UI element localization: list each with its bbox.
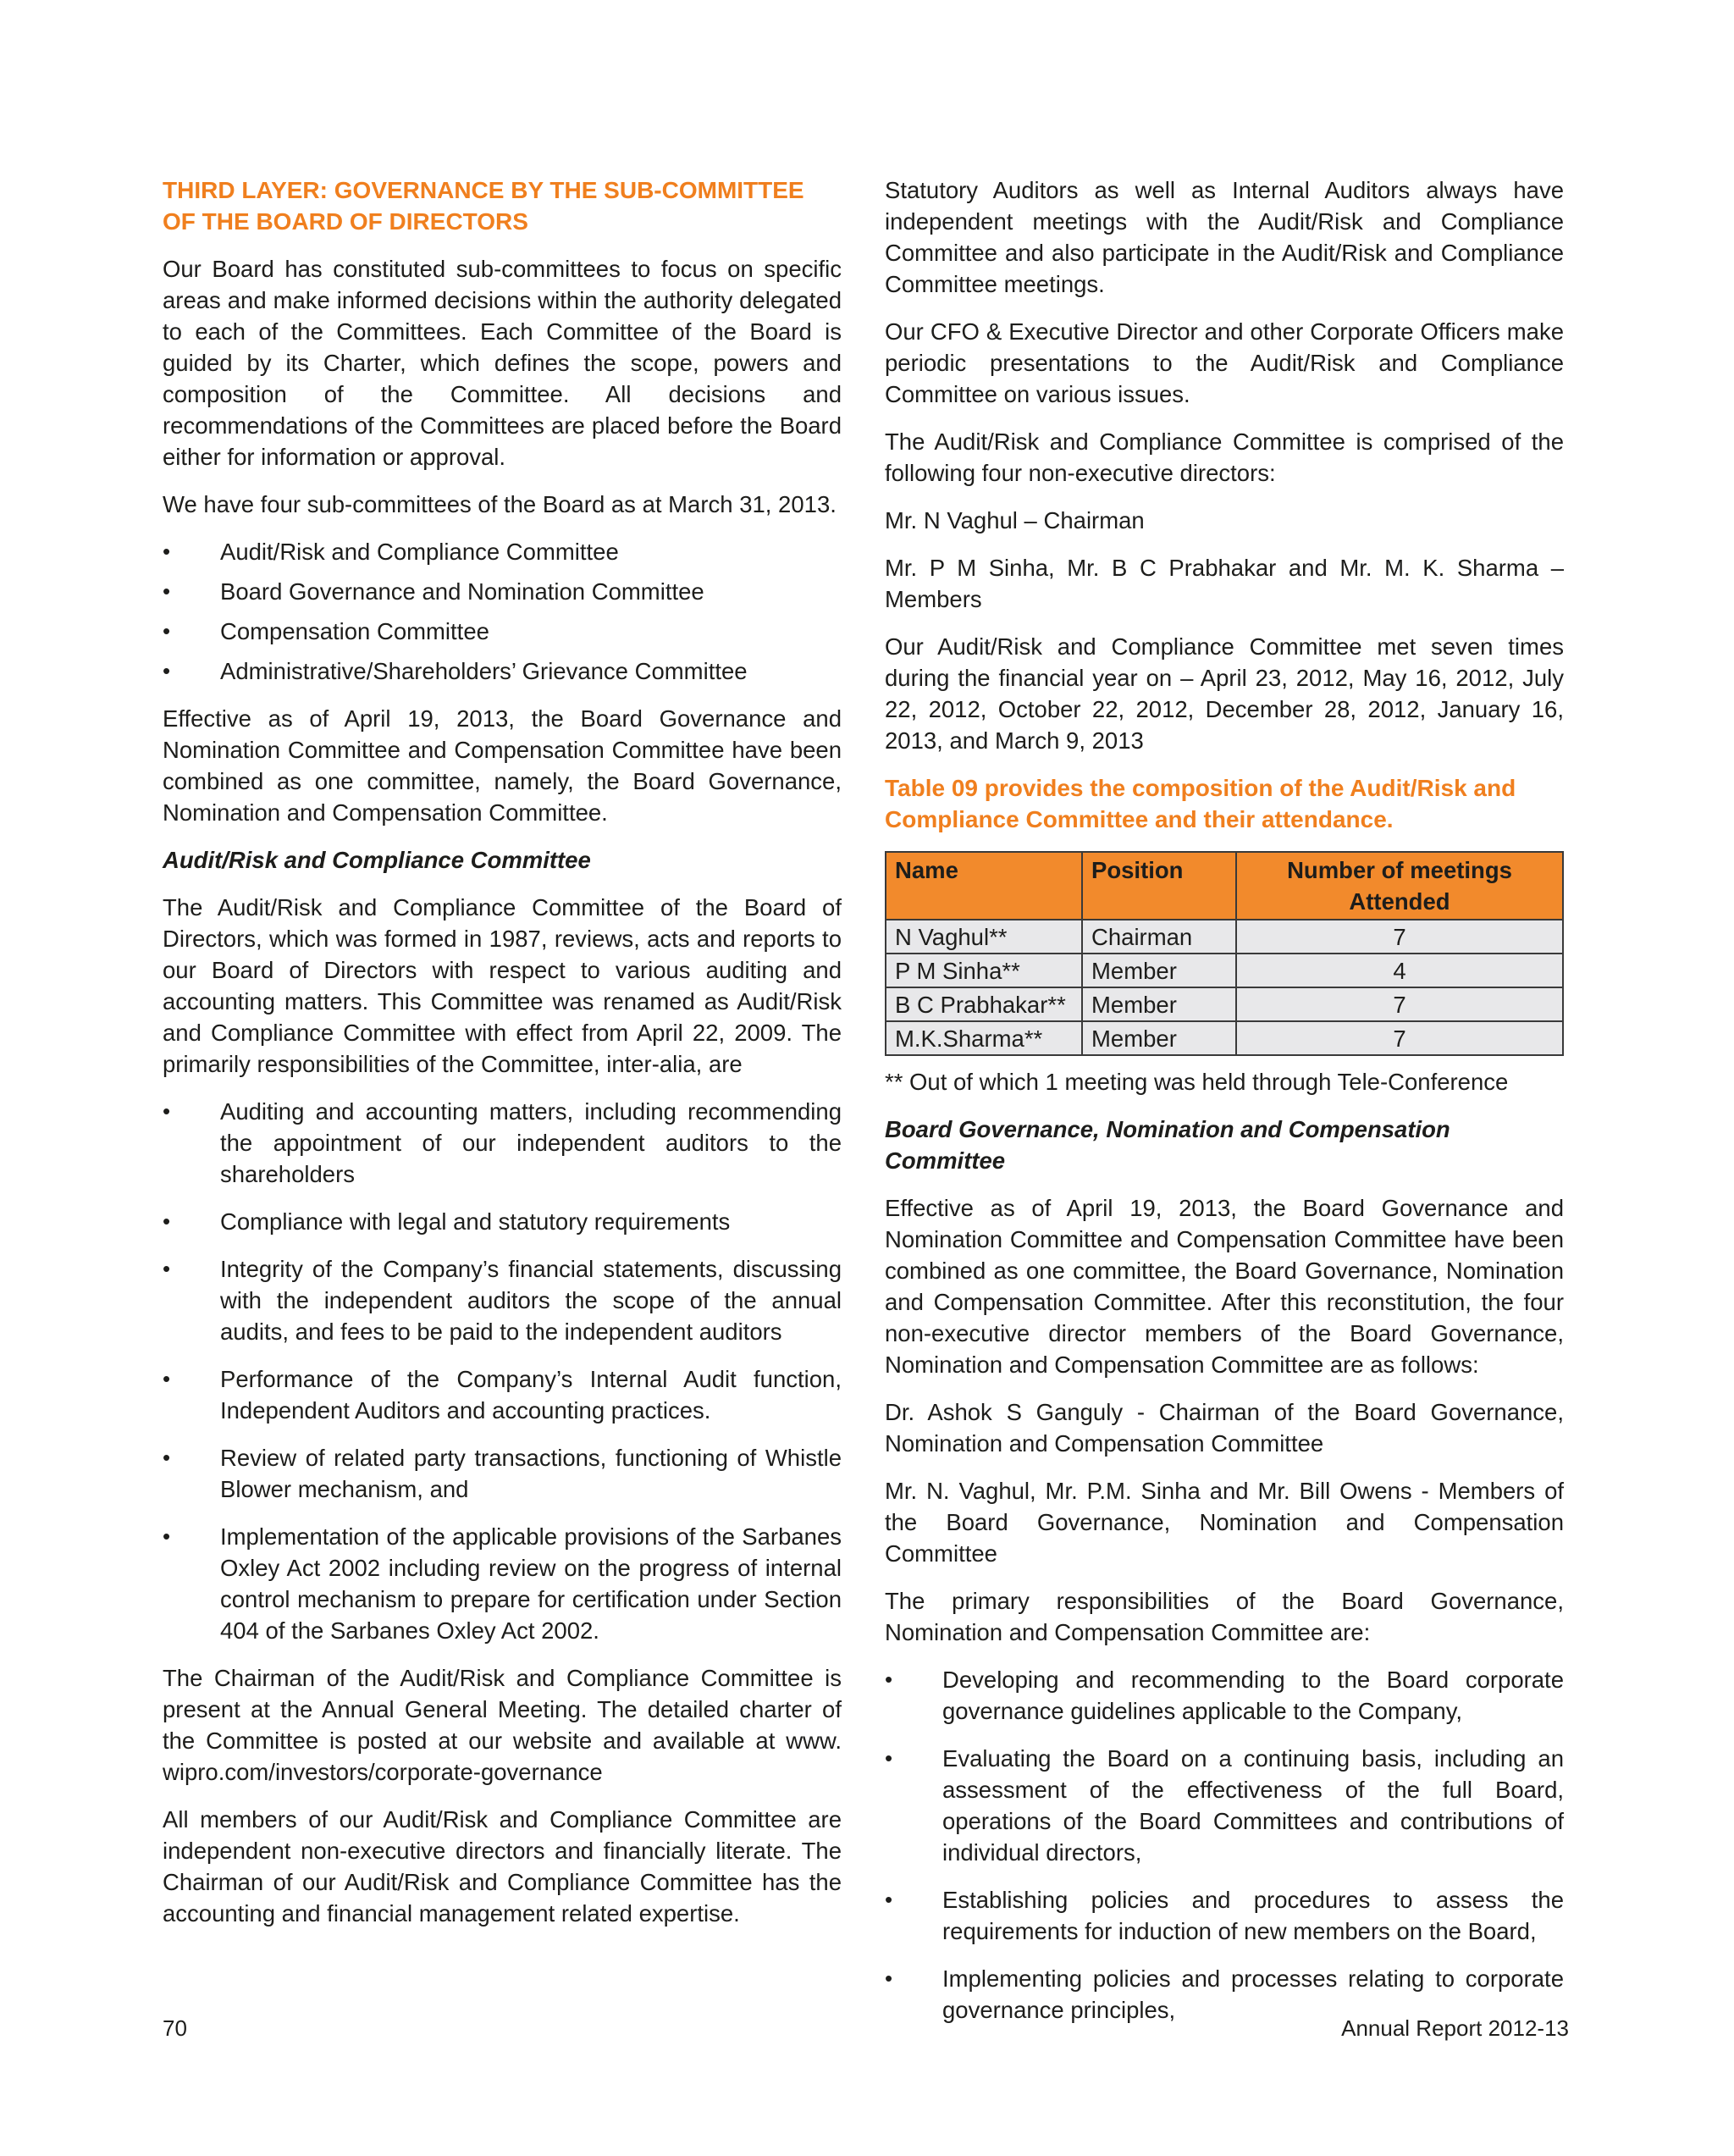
table-cell: Member bbox=[1082, 954, 1236, 987]
table-row bbox=[886, 954, 1563, 987]
table-cell: M.K.Sharma** bbox=[886, 1021, 1082, 1055]
report-title: Annual Report 2012-13 bbox=[1341, 2015, 1569, 2041]
paragraph: Effective as of April 19, 2013, the Board Governance and Nomination Committee and Compensation Committee have been combined as one committee, the Board Governance, Nomination and Compensation Committee. After this reconstitution, the four non-executive director members of the Board Governance, Nomination and Compensation Committee are as follows: bbox=[885, 1195, 1564, 1378]
paragraph: We have four sub-committees of the Board as at March 31, 2013. bbox=[163, 491, 837, 517]
list-item: • Establishing policies and procedures to assess the requirements for induction of new members on the Board, bbox=[885, 1884, 1564, 1947]
list-item: • Compensation Committee bbox=[163, 616, 842, 647]
paragraph: Our Audit/Risk and Compliance Committee met seven times during the financial year on – April 23, 2012, May 16, 2012, July 22, 2012, October 22, 2012, December 28, 2012, January 16, 2013, and March 9, 2013 bbox=[885, 633, 1564, 754]
paragraph: Mr. P M Sinha, Mr. B C Prabhakar and Mr. M. K. Sharma – Members bbox=[885, 555, 1564, 612]
table-header-cell: Position bbox=[1082, 852, 1236, 920]
subsection-heading: Audit/Risk and Compliance Committee bbox=[163, 847, 591, 873]
paragraph: Mr. N Vaghul – Chairman bbox=[885, 507, 1145, 533]
list-item: • Implementing policies and processes relating to corporate governance principles, bbox=[885, 1963, 1564, 2026]
table-cell: B C Prabhakar** bbox=[886, 987, 1082, 1021]
subsection-heading: Board Governance, Nomination and Compensation Committee bbox=[885, 1116, 1450, 1174]
attendance-table bbox=[885, 851, 1564, 1056]
table-header-cell: Name bbox=[886, 852, 1082, 920]
left-column bbox=[163, 174, 842, 1945]
paragraph: Mr. N. Vaghul, Mr. P.M. Sinha and Mr. Bill Owens - Members of the Board Governance, Nomination and Compensation Committee bbox=[885, 1478, 1564, 1567]
section-heading: THIRD LAYER: GOVERNANCE BY THE SUB-COMMITTEE OF THE BOARD OF DIRECTORS bbox=[163, 177, 804, 235]
paragraph: Our Board has constituted sub-committees to focus on specific areas and make informed decisions within the authority delegated to each of the Committees. Each Committee of the Board is guided by its Charter, which defines the scope, powers and composition of the Committee. All decisions and recommendations of the Committees are placed before the Board either for information or approval. bbox=[163, 256, 842, 470]
paragraph: The Audit/Risk and Compliance Committee is comprised of the following four non-executive directors: bbox=[885, 428, 1564, 486]
table-cell: Chairman bbox=[1082, 920, 1236, 954]
table-row bbox=[886, 1021, 1563, 1055]
list-item: • Developing and recommending to the Board corporate governance guidelines applicable to the Company, bbox=[885, 1664, 1564, 1727]
list-item: • Performance of the Company’s Internal Audit function, Independent Auditors and accounting practices. bbox=[163, 1363, 842, 1426]
list-item: • Review of related party transactions, functioning of Whistle Blower mechanism, and bbox=[163, 1442, 842, 1505]
paragraph: Our CFO & Executive Director and other Corporate Officers make periodic presentations to the Audit/Risk and Compliance Committee on various issues. bbox=[885, 318, 1564, 407]
list-item: • Auditing and accounting matters, including recommending the appointment of our independent auditors to the shareholders bbox=[163, 1096, 842, 1190]
paragraph: Effective as of April 19, 2013, the Board Governance and Nomination Committee and Compensation Committee have been combined as one committee, namely, the Board Governance, Nomination and Compensation Committee. bbox=[163, 705, 842, 826]
paragraph: The primary responsibilities of the Board Governance, Nomination and Compensation Committee are: bbox=[885, 1588, 1564, 1645]
list-item: • Integrity of the Company’s financial statements, discussing with the independent auditors the scope of the annual audits, and fees to be paid to the independent auditors bbox=[163, 1253, 842, 1347]
paragraph: The Audit/Risk and Compliance Committee of the Board of Directors, which was formed in 1987, reviews, acts and reports to our Board of Directors with respect to various auditing and accounting matters. This Committee was renamed as Audit/Risk and Compliance Committee with effect from April 22, 2009. The primarily responsibilities of the Committee, inter-alia, are bbox=[163, 894, 842, 1077]
table-cell: N Vaghul** bbox=[886, 920, 1082, 954]
responsibility-list bbox=[885, 1664, 1564, 2026]
paragraph: The Chairman of the Audit/Risk and Compliance Committee is present at the Annual General Meeting. The detailed charter of the Committee is posted at our website and available at www. wipro.com/investors/corporate-governance bbox=[163, 1665, 842, 1785]
right-column bbox=[885, 174, 1564, 2042]
list-item: • Audit/Risk and Compliance Committee bbox=[163, 536, 842, 567]
table-note: ** Out of which 1 meeting was held through Tele-Conference bbox=[885, 1069, 1509, 1095]
table-cell: 7 bbox=[1236, 1021, 1563, 1055]
table-cell: 7 bbox=[1236, 920, 1563, 954]
table-row bbox=[886, 920, 1563, 954]
table-header-cell: Number of meetings Attended bbox=[1236, 852, 1563, 920]
table-header-row bbox=[886, 852, 1563, 920]
table-cell: 7 bbox=[1236, 987, 1563, 1021]
paragraph: Statutory Auditors as well as Internal Auditors always have independent meetings with the Audit/Risk and Compliance Committee and also participate in the Audit/Risk and Compliance Committee meetings. bbox=[885, 177, 1564, 297]
list-item: • Implementation of the applicable provisions of the Sarbanes Oxley Act 2002 including review on the progress of internal control mechanism to prepare for certification under Section 404 of the Sarbanes Oxley Act 2002. bbox=[163, 1521, 842, 1646]
list-item: • Evaluating the Board on a continuing basis, including an assessment of the effectiveness of the full Board, operations of the Board Committees and contributions of individual directors, bbox=[885, 1743, 1564, 1868]
table-cell: 4 bbox=[1236, 954, 1563, 987]
page-number: 70 bbox=[163, 2015, 187, 2041]
table-cell: P M Sinha** bbox=[886, 954, 1082, 987]
responsibility-list bbox=[163, 1096, 842, 1646]
table-row bbox=[886, 987, 1563, 1021]
paragraph: Dr. Ashok S Ganguly - Chairman of the Board Governance, Nomination and Compensation Committee bbox=[885, 1399, 1564, 1457]
list-item: • Board Governance and Nomination Committee bbox=[163, 576, 842, 607]
table-cell: Member bbox=[1082, 1021, 1236, 1055]
paragraph: All members of our Audit/Risk and Compliance Committee are independent non-executive directors and financially literate. The Chairman of our Audit/Risk and Compliance Committee has the accounting and financial management related expertise. bbox=[163, 1806, 842, 1927]
list-item: • Administrative/Shareholders’ Grievance Committee bbox=[163, 655, 842, 687]
table-caption: Table 09 provides the composition of the Audit/Risk and Compliance Committee and their attendance. bbox=[885, 775, 1516, 832]
table-cell: Member bbox=[1082, 987, 1236, 1021]
list-item: • Compliance with legal and statutory requirements bbox=[163, 1206, 842, 1237]
committee-list bbox=[163, 536, 842, 687]
